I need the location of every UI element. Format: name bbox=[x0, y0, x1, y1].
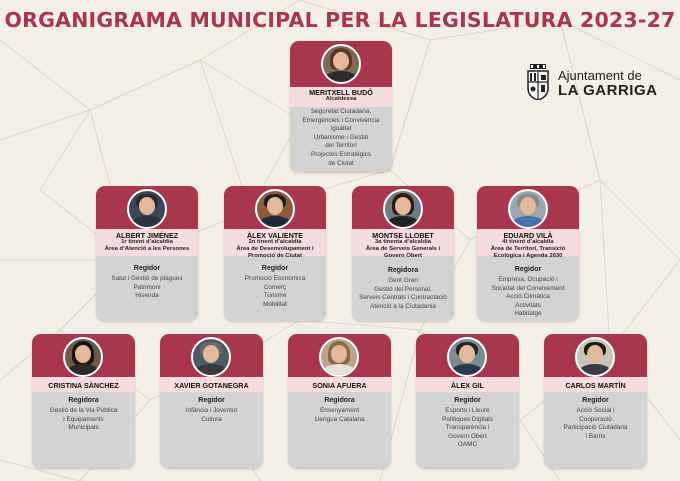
regidor-photo bbox=[319, 337, 359, 377]
mayor-photo bbox=[321, 44, 361, 84]
area-item: Participació Ciutadana bbox=[563, 424, 628, 432]
regidor-card bbox=[288, 334, 391, 468]
area-item: Municipals bbox=[68, 424, 99, 432]
regidor-title: Regidor bbox=[454, 397, 481, 404]
tinent-role bbox=[352, 239, 454, 261]
area-item: Mobilitat bbox=[263, 300, 287, 308]
area-item: de Ciutat bbox=[328, 159, 354, 167]
role-line: Àrea de Territori, Transició bbox=[490, 246, 566, 253]
regidor-card bbox=[416, 334, 519, 468]
area-item: Projectes Estratègics bbox=[310, 150, 372, 158]
area-item: Gestió de la Via Pública bbox=[49, 407, 118, 414]
area-item: Govern Obert bbox=[448, 432, 487, 440]
regidor-areas bbox=[32, 407, 135, 433]
tinent-name: EDUARD VILÀ bbox=[503, 231, 553, 240]
regidor-card bbox=[160, 334, 263, 468]
area-item: Transparència i bbox=[445, 424, 490, 432]
tinent-areas bbox=[477, 276, 579, 319]
tinent-role bbox=[96, 239, 198, 253]
role-line: 3a tinenta d’alcaldia bbox=[375, 239, 431, 245]
area-item: Acció Climàtica bbox=[506, 293, 550, 301]
area-item: i Barris bbox=[585, 432, 606, 440]
tinent-name: ÀLEX VALIENTE bbox=[246, 231, 304, 240]
tinent-photo bbox=[127, 189, 167, 229]
regidor-title: Regidor bbox=[198, 397, 225, 404]
area-item: Activitats bbox=[515, 301, 541, 309]
role-line: Govern Obert bbox=[384, 253, 422, 260]
mayor-name: MERITXELL BUDÓ bbox=[309, 88, 373, 97]
area-item: Llengua Catalana bbox=[314, 415, 365, 423]
tinent-title: Regidor bbox=[514, 266, 542, 273]
mayor-role-line: Alcaldessa bbox=[325, 96, 357, 102]
role-line: 4t tinent d’alcaldia bbox=[502, 239, 554, 245]
area-item: Seguretat Ciutadana, bbox=[310, 108, 372, 115]
area-item: OAMC bbox=[457, 441, 478, 449]
regidor-name: CARLOS MARTÍN bbox=[565, 381, 626, 390]
regidor-card bbox=[32, 334, 135, 468]
role-line: Àrea de Desenvolupament i bbox=[236, 246, 314, 253]
area-item: Atenció a la Ciutadania bbox=[370, 302, 436, 310]
regidor-title: Regidor bbox=[582, 397, 609, 404]
regidor-name: XAVIER GOTANEGRA bbox=[174, 381, 249, 390]
area-item: Turisme bbox=[263, 292, 287, 300]
regidor-areas bbox=[160, 407, 263, 424]
page-title: ORGANIGRAMA MUNICIPAL PER LA LEGISLATURA 2023-27 bbox=[4, 8, 676, 32]
role-line: Àrea d’Atenció a les Persones bbox=[104, 246, 190, 253]
tinent-card bbox=[352, 186, 454, 321]
area-item: Serveis Centrals i Contractació bbox=[359, 294, 447, 302]
regidor-photo bbox=[575, 337, 615, 377]
role-line: 2n tinent d’alcaldia bbox=[248, 239, 302, 245]
tinent-card bbox=[96, 186, 198, 321]
tinent-photo bbox=[255, 189, 295, 229]
regidor-title: Regidora bbox=[324, 397, 355, 404]
tinent-areas bbox=[224, 275, 326, 309]
tinent-title: Regidora bbox=[387, 267, 419, 274]
tinent-role bbox=[224, 239, 326, 261]
area-item: Urbanisme i Gestió bbox=[313, 133, 369, 141]
role-line: Ecològica i Agenda 2030 bbox=[493, 253, 563, 260]
area-item: i Equipaments bbox=[63, 415, 104, 423]
area-item: Polítiques Digitals bbox=[442, 415, 493, 423]
regidor-photo bbox=[191, 337, 231, 377]
tinent-role bbox=[477, 239, 579, 261]
tinent-photo bbox=[508, 189, 548, 229]
regidor-photo bbox=[63, 337, 103, 377]
area-item: Societat del Coneixement bbox=[491, 284, 565, 292]
area-item: Comerç bbox=[263, 283, 287, 291]
area-item: Infància i Joventut bbox=[185, 407, 238, 414]
role-line: Promoció de Ciutat bbox=[247, 253, 302, 260]
regidor-title: Regidora bbox=[68, 397, 99, 404]
regidor-name: SONIA AFUERA bbox=[312, 381, 367, 390]
area-item: Promoció Econòmica bbox=[244, 275, 306, 282]
regidor-photo bbox=[447, 337, 487, 377]
area-item: Hisenda bbox=[135, 292, 159, 300]
regidor-areas bbox=[544, 407, 647, 441]
tinent-title: Regidor bbox=[261, 265, 289, 272]
tinent-areas bbox=[96, 275, 198, 301]
regidor-name: CRISTINA SÀNCHEZ bbox=[48, 381, 119, 390]
area-item: Esports i Lleure bbox=[445, 407, 490, 414]
mayor-areas bbox=[290, 108, 392, 168]
mayor-card bbox=[290, 41, 392, 172]
area-item: Habitatge bbox=[514, 310, 542, 318]
regidor-areas bbox=[416, 407, 519, 450]
tinent-name: MONTSE LLOBET bbox=[372, 231, 434, 240]
tinent-card bbox=[477, 186, 579, 321]
tinent-photo bbox=[383, 189, 423, 229]
regidor-areas bbox=[288, 407, 391, 424]
logo-line2: LA GARRIGA bbox=[558, 82, 658, 99]
area-item: Empresa, Ocupació i bbox=[498, 276, 558, 283]
area-item: del Territori bbox=[325, 142, 357, 150]
area-item: Cultura bbox=[201, 415, 222, 423]
area-item: Ensenyament bbox=[319, 407, 360, 414]
regidor-card bbox=[544, 334, 647, 468]
ajuntament-logo bbox=[526, 64, 666, 104]
role-line: Àrea de Serveis Generals i bbox=[365, 246, 441, 253]
area-item: Gestió del Personal, bbox=[374, 285, 432, 293]
logo-line1: Ajuntament de bbox=[558, 68, 642, 83]
area-item: Emergències i Convivència bbox=[302, 116, 380, 124]
tinent-areas bbox=[352, 277, 454, 311]
tinent-card bbox=[224, 186, 326, 321]
regidor-name: ÀLEX GIL bbox=[450, 381, 485, 390]
area-item: Patrimoni bbox=[133, 283, 161, 291]
crest-icon bbox=[526, 64, 550, 100]
area-item: Igualtat bbox=[330, 125, 352, 133]
role-line: 1r tinent d’alcaldia bbox=[121, 239, 173, 245]
tinent-title: Regidor bbox=[133, 265, 161, 272]
area-item: Acció Social i bbox=[576, 407, 615, 414]
tinent-name: ALBERT JIMÉNEZ bbox=[115, 231, 179, 240]
area-item: Cooperació bbox=[579, 415, 612, 423]
area-item: Salut i Gestió de plagues bbox=[111, 275, 183, 282]
area-item: Gent Gran bbox=[388, 277, 418, 284]
